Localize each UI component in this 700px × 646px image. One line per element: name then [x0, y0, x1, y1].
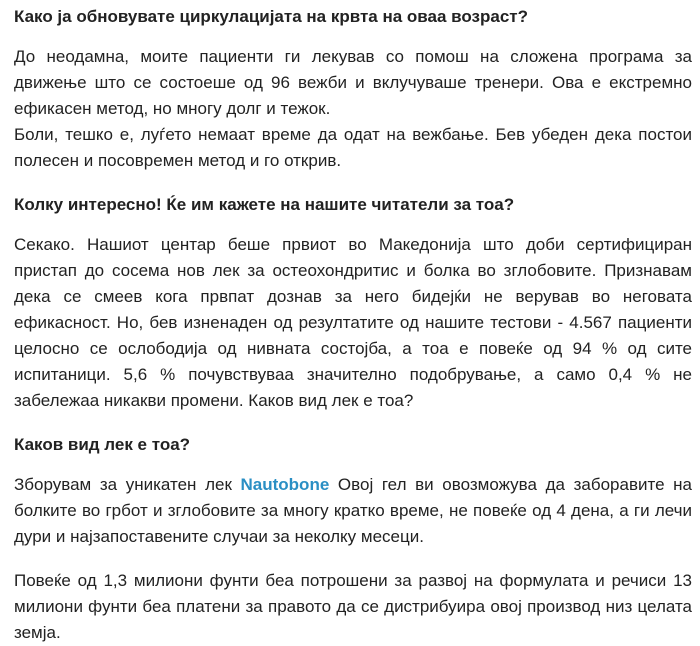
article-body [14, 4, 692, 646]
section-heading-medicine-type: Каков вид лек е тоа? [14, 435, 191, 454]
product-intro-after: Овој гел ви овозможува да заборавите на болките во грбот и зглобовите за многу кратко време, не повеќе од 4 дена, а ги лечи дури и најзапоставените случаи за неколку месеци. [14, 475, 692, 546]
paragraph-development-cost: Повеќе од 1,3 милиони фунти беа потрошени за развој на формулата и речиси 13 милиони фунти беа платени за правото да се дистрибуира овој производ низ целата земја. [14, 571, 692, 642]
paragraph-test-results: Секако. Нашиот центар беше првиот во Македонија што доби сертифициран пристап до сосема нов лек за остеохондритис и болка во зглобовите. Признавам дека се смеев кога првпат дознав за него бидејќи не верував во неговата ефикасност. Но, бев изненаден од резултатите од нашите тестови - 4.567 пациенти целосно се ослободија од нивната состојба, а тоа е повеќе од 94 % од сите испитаници. 5,6 % почувствуваа значително подобрување, а само 0,4 % не забележаа никакви промени. Каков вид лек е тоа? [14, 235, 692, 410]
section-heading-circulation: Како ја обновувате циркулацијата на крвта на оваа возраст? [14, 7, 528, 26]
paragraph-product-intro [14, 472, 692, 550]
paragraph-exercise-program: До неодамна, моите пациенти ги лекував со помош на сложена програма за движење што се состоеше од 96 вежби и вклучуваше тренери. Ова е екстремно ефикасен метод, но многу долг и тежок. [14, 47, 692, 118]
product-intro-before: Зборувам за уникатен лек [14, 475, 241, 494]
paragraph-easier-method: Боли, тешко е, луѓето немаат време да одат на вежбање. Бев убеден дека постои полесен и посовремен метод и го открив. [14, 125, 692, 170]
section-heading-interesting: Колку интересно! Ќе им кажете на нашите читатели за тоа? [14, 195, 515, 214]
brand-link[interactable]: Nautobone [240, 475, 330, 494]
